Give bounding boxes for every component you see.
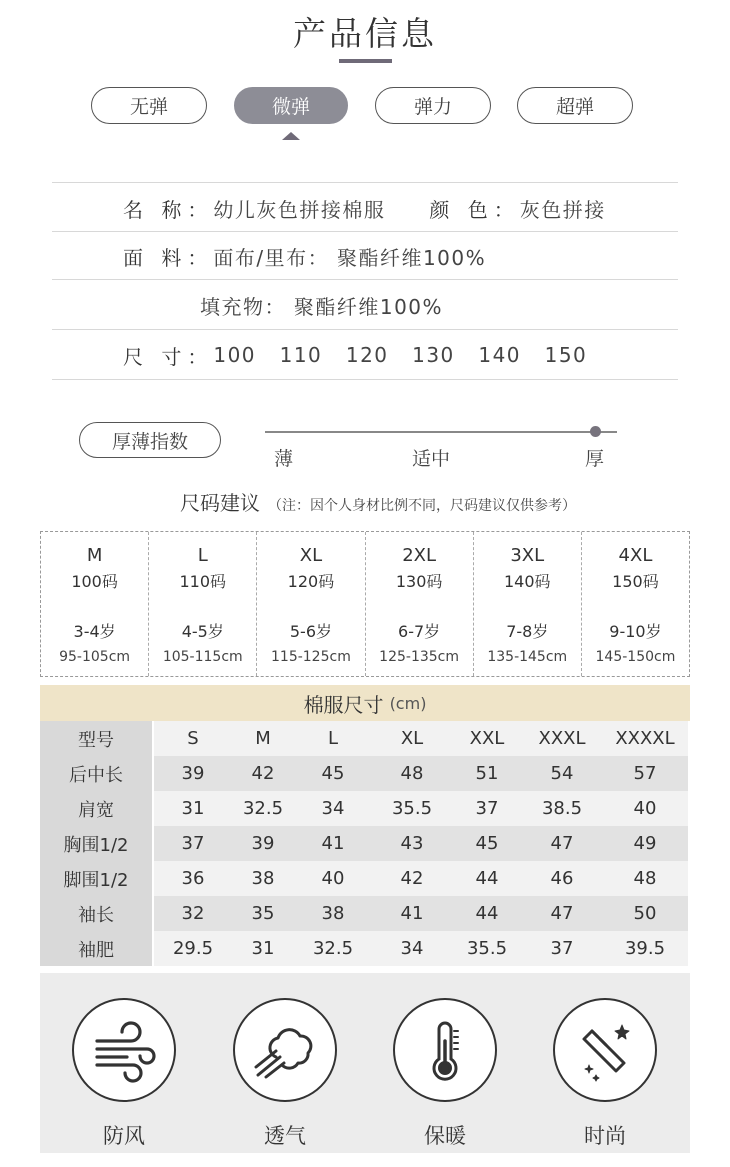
size-header-cell: XL (372, 721, 452, 756)
size-suggestion-column (581, 532, 689, 676)
fashion-stick-icon (570, 1015, 640, 1085)
table-cell: 44 (452, 861, 522, 896)
title-underline (339, 59, 392, 63)
table-cell: 39 (154, 756, 232, 791)
table-cell: 41 (372, 896, 452, 931)
table-cell: 48 (602, 861, 688, 896)
feature-icon-circle (553, 998, 657, 1102)
size-table-title: 棉服尺寸 (303, 692, 384, 717)
table-cell: 35 (232, 896, 294, 931)
size-code: 130码 (395, 572, 443, 591)
table-row (40, 896, 690, 931)
size-code: 120码 (287, 572, 335, 591)
size-name: XL (299, 545, 323, 566)
row-label: 袖肥 (40, 931, 154, 966)
table-cell: 34 (294, 791, 372, 826)
size-name: M (86, 545, 103, 566)
row-label: 后中长 (40, 756, 154, 791)
feature-icon-circle (393, 998, 497, 1102)
size-table (40, 721, 690, 966)
size-label: 尺 寸： (123, 344, 214, 369)
table-cell: 57 (602, 756, 688, 791)
row-label: 脚围1/2 (40, 861, 154, 896)
table-cell: 47 (522, 896, 602, 931)
table-cell: 40 (294, 861, 372, 896)
size-header-cell: XXL (452, 721, 522, 756)
thickness-scale (265, 431, 617, 433)
table-cell: 46 (522, 861, 602, 896)
size-code: 140码 (504, 572, 551, 591)
row-label: 胸围1/2 (40, 826, 154, 861)
feature-label: 透气 (264, 1124, 306, 1148)
elasticity-option-stretch[interactable]: 弹力 (375, 87, 491, 124)
feature-label: 时尚 (584, 1124, 626, 1148)
size-suggestion-heading (180, 487, 576, 516)
size-age: 7-8岁 (506, 622, 549, 641)
size-suggestion-title: 尺码建议 (180, 491, 260, 515)
thermometer-icon (410, 1015, 480, 1085)
divider (52, 279, 678, 280)
feature-icon-circle (233, 998, 337, 1102)
size-suggestion-column (148, 532, 256, 676)
size-height: 95-105cm (59, 649, 131, 665)
size-age: 3-4岁 (73, 622, 116, 641)
table-cell: 48 (372, 756, 452, 791)
feature-windproof (72, 998, 176, 1150)
table-header-row (40, 721, 690, 756)
size-code: 150码 (612, 572, 659, 591)
size-code: 110码 (179, 572, 227, 591)
table-cell: 42 (372, 861, 452, 896)
size-suggestion-column (473, 532, 581, 676)
size-name: 4XL (618, 545, 653, 566)
table-cell: 39.5 (602, 931, 688, 966)
table-cell: 38 (232, 861, 294, 896)
size-table-unit: (cm) (389, 693, 427, 713)
name-value: 幼儿灰色拼接棉服 (213, 197, 386, 222)
row-label: 袖长 (40, 896, 154, 931)
table-cell: 38.5 (522, 791, 602, 826)
size-suggestion-grid (40, 531, 690, 677)
divider (52, 182, 678, 183)
size-header-cell: S (154, 721, 232, 756)
selected-indicator-arrow (282, 132, 300, 140)
divider (52, 329, 678, 330)
table-cell: 39 (232, 826, 294, 861)
table-cell: 47 (522, 826, 602, 861)
table-cell: 44 (452, 896, 522, 931)
size-suggestion-column (41, 532, 148, 676)
table-cell: 38 (294, 896, 372, 931)
scale-label-thin: 薄 (274, 448, 294, 470)
table-cell: 36 (154, 861, 232, 896)
feature-warm (393, 998, 497, 1150)
table-cell: 43 (372, 826, 452, 861)
size-header-cell: XXXXL (602, 721, 688, 756)
table-row (40, 791, 690, 826)
size-header-cell: XXXL (522, 721, 602, 756)
feature-label: 防风 (103, 1124, 145, 1148)
table-cell: 31 (154, 791, 232, 826)
size-age: 6-7岁 (398, 622, 441, 641)
table-cell: 31 (232, 931, 294, 966)
page-title: 产品信息 (293, 14, 437, 53)
size-name: 3XL (510, 545, 545, 566)
feature-fashion (553, 998, 657, 1150)
table-cell: 32.5 (294, 931, 372, 966)
scale-label-thick: 厚 (585, 448, 605, 470)
table-cell: 45 (452, 826, 522, 861)
feature-breathable (233, 998, 337, 1150)
table-row (40, 931, 690, 966)
info-row-size (123, 331, 587, 379)
fabric-label: 面 料： (123, 245, 214, 270)
size-suggestion-column (256, 532, 364, 676)
table-row (40, 756, 690, 791)
table-cell: 49 (602, 826, 688, 861)
table-cell: 45 (294, 756, 372, 791)
table-cell: 42 (232, 756, 294, 791)
table-cell: 54 (522, 756, 602, 791)
wind-icon (89, 1015, 159, 1085)
table-cell: 37 (522, 931, 602, 966)
scale-label-medium: 适中 (412, 448, 451, 470)
info-row-name (123, 184, 606, 232)
table-row (40, 861, 690, 896)
elasticity-option-slight[interactable]: 微弹 (234, 87, 348, 124)
size-height: 115-125cm (271, 649, 351, 665)
size-height: 125-135cm (379, 649, 460, 665)
color-label: 颜 色： (429, 197, 520, 222)
table-cell: 35.5 (452, 931, 522, 966)
thickness-label: 厚薄指数 (79, 422, 221, 458)
feature-label: 保暖 (424, 1124, 466, 1148)
feature-icon-circle (72, 998, 176, 1102)
size-code: 100码 (71, 572, 118, 591)
size-name: 2XL (402, 545, 436, 566)
table-cell: 32 (154, 896, 232, 931)
table-cell: 34 (372, 931, 452, 966)
table-cell: 37 (154, 826, 232, 861)
row-label: 型号 (40, 721, 154, 756)
table-cell: 51 (452, 756, 522, 791)
size-age: 4-5岁 (181, 622, 224, 641)
size-suggestion-column (365, 532, 473, 676)
size-height: 135-145cm (487, 649, 568, 665)
size-header-cell: L (294, 721, 372, 756)
thickness-marker (590, 426, 601, 437)
table-cell: 41 (294, 826, 372, 861)
info-row-filling (200, 281, 443, 329)
row-label: 肩宽 (40, 791, 154, 826)
table-cell: 40 (602, 791, 688, 826)
fabric-value: 面布/里布： 聚酯纤维100% (213, 245, 487, 270)
elasticity-option-none[interactable]: 无弹 (91, 87, 207, 124)
breathable-icon (250, 1015, 320, 1085)
size-table-header (40, 685, 690, 721)
size-age: 9-10岁 (609, 622, 662, 641)
filling-value: 填充物： 聚酯纤维100% (200, 294, 444, 319)
name-label: 名 称： (123, 197, 214, 222)
table-cell: 50 (602, 896, 688, 931)
size-height: 145-150cm (595, 649, 676, 665)
size-suggestion-note: （注：因个人身材比例不同，尺码建议仅供参考） (268, 498, 576, 514)
table-cell: 29.5 (154, 931, 232, 966)
info-row-fabric (123, 232, 486, 280)
size-value: 100 110 120 130 140 150 (213, 343, 588, 367)
table-cell: 35.5 (372, 791, 452, 826)
size-header-cell: M (232, 721, 294, 756)
divider (52, 379, 678, 380)
size-name: L (197, 545, 208, 566)
elasticity-option-super[interactable]: 超弹 (517, 87, 633, 124)
size-age: 5-6岁 (289, 622, 332, 641)
table-cell: 32.5 (232, 791, 294, 826)
size-height: 105-115cm (162, 649, 243, 665)
table-row (40, 826, 690, 861)
table-cell: 37 (452, 791, 522, 826)
color-value: 灰色拼接 (519, 197, 606, 222)
